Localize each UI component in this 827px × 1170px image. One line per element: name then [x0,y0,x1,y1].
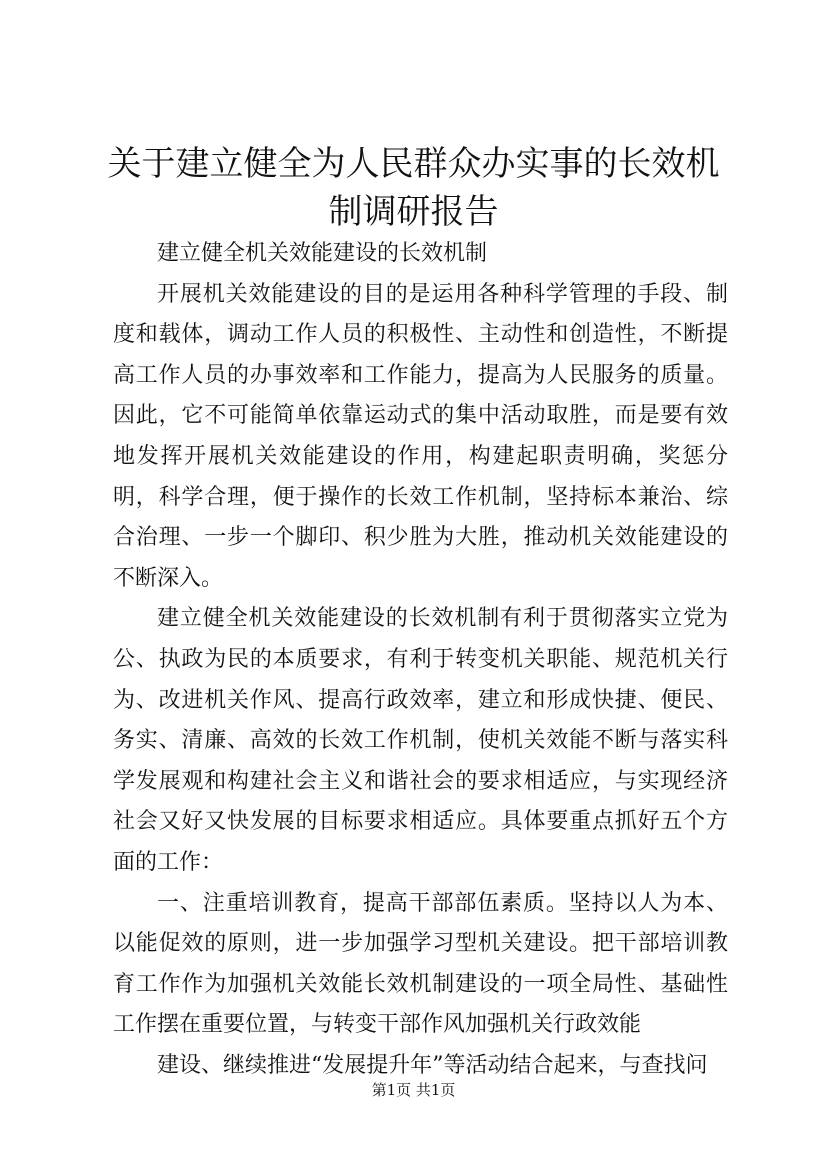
body-paragraph: 开展机关效能建设的目的是运用各种科学管理的手段、制度和载体，调动工作人员的积极性、主动性和创造性，不断提高工作人员的办事效率和工作能力，提高为人民服务的质量。因此，它不可能简单依靠运动式的集中活动取胜，而是要有效地发挥开展机关效能建设的作用，构建起职责明确，奖惩分明，科学合理，便于操作的长效工作机制，坚持标本兼治、综合治理、一步一个脚印、积少胜为大胜，推动机关效能建设的不断深入。 [113,281,728,591]
document-title: 关于建立健全为人民群众办实事的长效机制调研报告 [107,144,720,232]
body-paragraph: 建设、继续推进“发展提升年”等活动结合起来，与查找问 [157,1052,708,1078]
body-paragraph: 一、注重培训教育，提高干部部伍素质。坚持以人为本、以能促效的原则，进一步加强学习型机关建设。把干部培训教育工作作为加强机关效能长效机制建设的一项全局性、基础性工作摆在重要位置，与转变干部作风加强机关行政效能 [113,890,728,1038]
section-heading: 建立健全机关效能建设的长效机制 [157,241,488,266]
page-footer: 第1页 共1页 [371,1081,456,1099]
body-paragraph: 建立健全机关效能建设的长效机制有利于贯彻落实立党为公、执政为民的本质要求，有利于转变机关职能、规范机关行为、改进机关作风、提高行政效率，建立和形成快捷、便民、务实、清廉、高效的长效工作机制，使机关效能不断与落实科学发展观和构建社会主义和谐社会的要求相适应，与实现经济社会又好又快发展的目标要求相适应。具体要重点抓好五个方面的工作： [113,606,728,875]
document-body [113,234,728,1086]
